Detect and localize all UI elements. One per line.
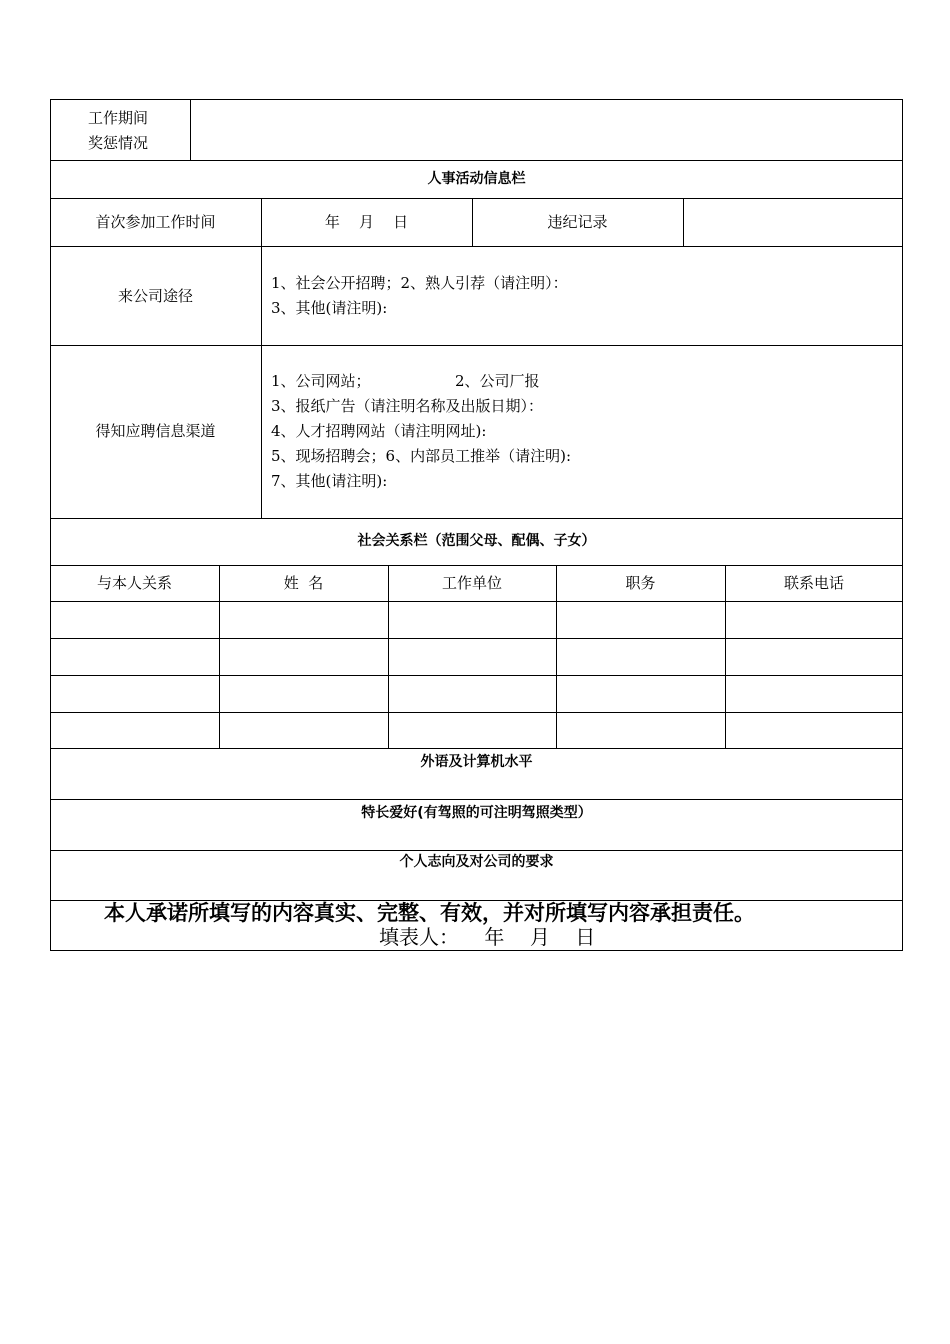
row-divider: [50, 160, 903, 161]
aspiration-section-title: 个人志向及对公司的要求: [399, 854, 554, 870]
info-channel-option-line: 1、公司网站；: [271, 372, 371, 390]
row-divider: [50, 565, 903, 566]
social-section-title: 社会关系栏（范围父母、配偶、子女）: [357, 533, 596, 549]
violation-label: 违纪记录: [547, 213, 608, 231]
social-header-name: 姓 名: [283, 574, 324, 592]
join-route-option-line: 3、其他(请注明):: [271, 299, 388, 317]
row-divider: [50, 345, 903, 346]
social-header-relation: 与本人关系: [96, 574, 172, 592]
hobby-section-title: 特长爱好(有驾照的可注明驾照类型）: [361, 805, 592, 821]
row-divider: [50, 198, 903, 199]
signer-line: 填表人： 年 月 日: [379, 925, 596, 949]
social-header-employer: 工作单位: [441, 574, 502, 592]
table-row[interactable]: [50, 601, 903, 638]
column-divider: [190, 99, 191, 160]
info-channel-option-line: 4、人才招聘网站（请注明网址):: [271, 422, 487, 440]
first-work-time-label: 首次参加工作时间: [95, 213, 216, 231]
info-channel-label: 得知应聘信息渠道: [95, 422, 216, 440]
table-row[interactable]: [50, 638, 903, 675]
info-channel-option-line: 2、公司厂报: [455, 372, 540, 390]
info-channel-option-line: 7、其他(请注明):: [271, 472, 388, 490]
row-divider: [50, 518, 903, 519]
info-channel-option-line: 3、报纸广告（请注明名称及出版日期）：: [271, 397, 544, 415]
info-channel-option-line: 5、现场招聘会；6、内部员工推举（请注明):: [271, 447, 571, 465]
table-row[interactable]: [50, 675, 903, 712]
pledge-statement: 本人承诺所填写的内容真实、完整、有效，并对所填写内容承担责任。: [104, 900, 755, 925]
row-divider: [50, 799, 903, 800]
social-header-phone: 联系电话: [783, 574, 844, 592]
table-row[interactable]: [50, 712, 903, 748]
rewards-label-line2: 奖惩情况: [88, 134, 149, 152]
column-divider: [261, 198, 262, 518]
join-route-label: 来公司途径: [117, 287, 193, 305]
rewards-label-line1: 工作期间: [88, 109, 149, 127]
row-divider: [50, 246, 903, 247]
column-divider: [683, 198, 684, 246]
hr-section-title: 人事活动信息栏: [427, 171, 526, 187]
join-route-option-line: 1、社会公开招聘；2、熟人引荐（请注明）：: [271, 274, 568, 292]
row-divider: [50, 748, 903, 749]
first-work-time-field[interactable]: 年 月 日: [324, 213, 409, 231]
language-section-title: 外语及计算机水平: [420, 754, 533, 770]
social-header-position: 职务: [625, 574, 656, 592]
